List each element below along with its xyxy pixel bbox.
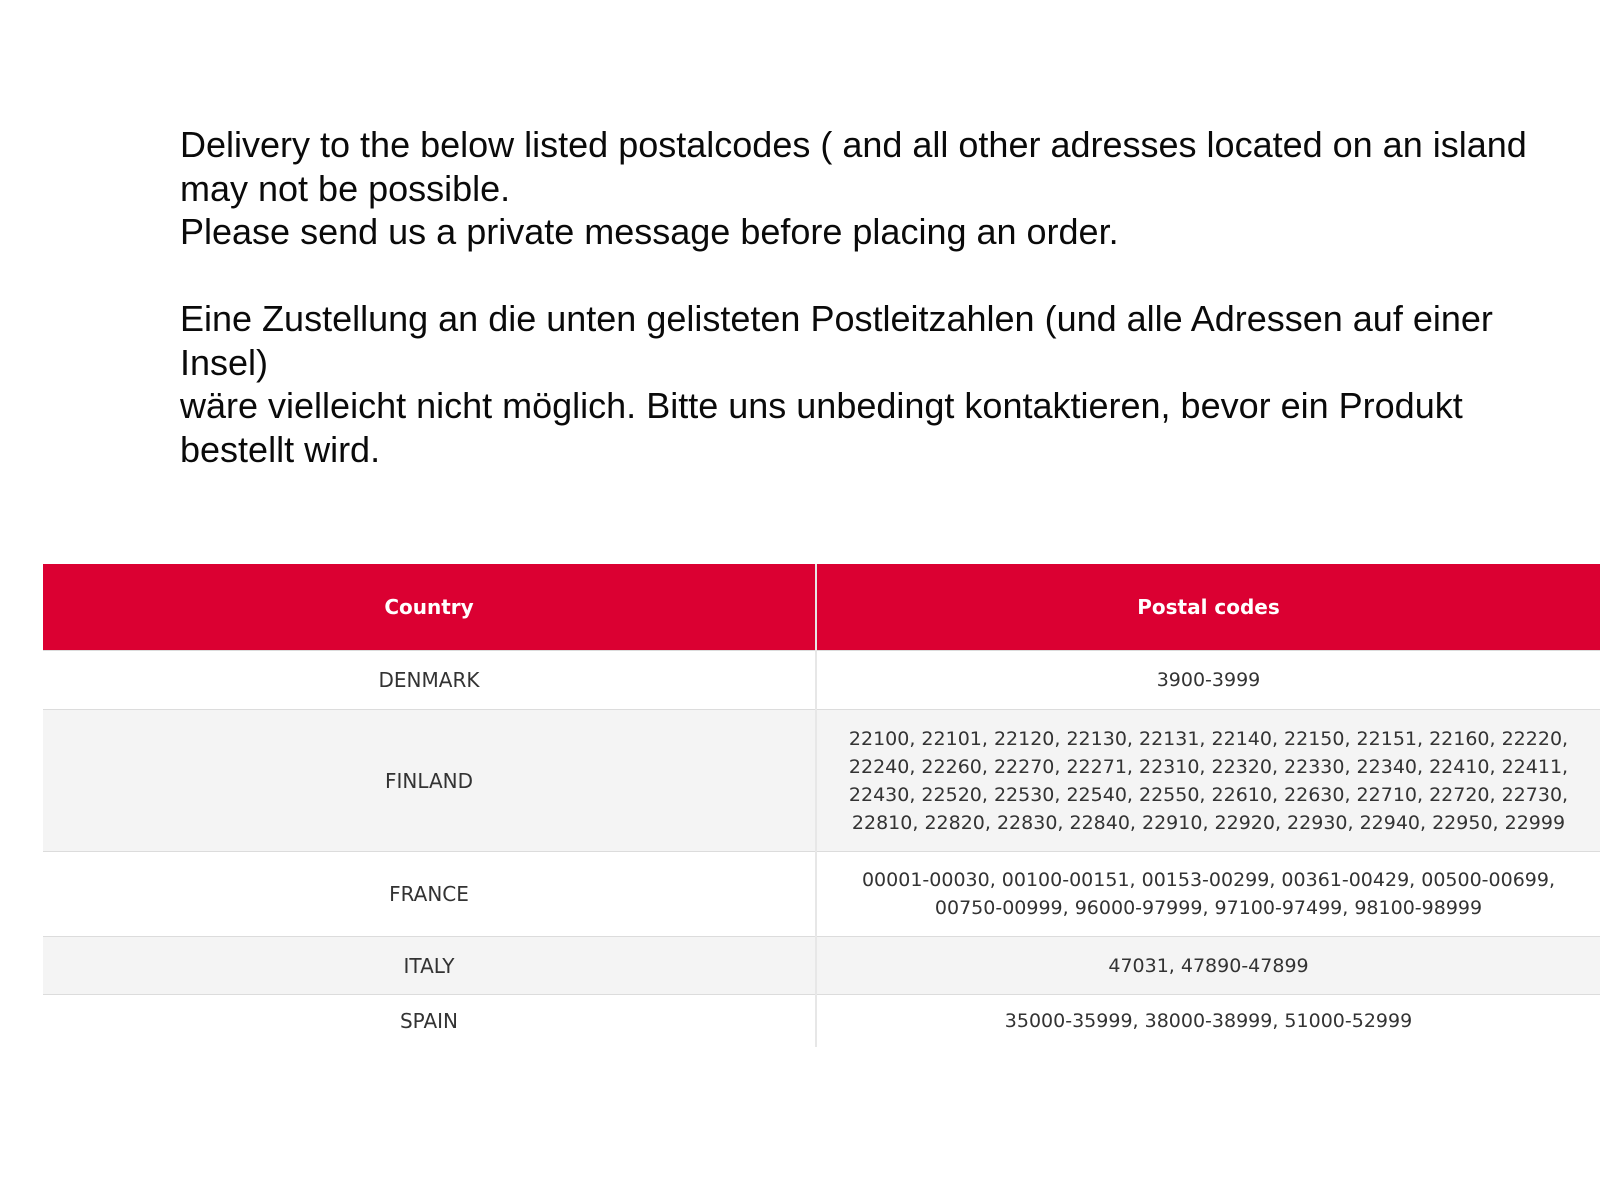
header-postal-codes: Postal codes	[816, 564, 1600, 651]
notice-english-line-1: Delivery to the below listed postalcodes ( and all other adresses located on an island may not be possible.	[180, 124, 1527, 209]
postal-codes-cell: 47031, 47890-47899	[816, 937, 1600, 995]
table-row	[43, 995, 1600, 1048]
table-row	[43, 852, 1600, 937]
table-header-row	[43, 564, 1600, 651]
table-row	[43, 651, 1600, 710]
table-row	[43, 710, 1600, 852]
table-row	[43, 937, 1600, 995]
postal-codes-cell: 35000-35999, 38000-38999, 51000-52999	[816, 995, 1600, 1048]
notice-german-line-2: wäre vielleicht nicht möglich. Bitte uns unbedingt kontaktieren, bevor ein Produkt bestellt wird.	[180, 385, 1463, 470]
country-cell: FRANCE	[43, 852, 816, 937]
notice-spacer	[180, 254, 1580, 298]
country-cell: SPAIN	[43, 995, 816, 1048]
postal-codes-cell: 3900-3999	[816, 651, 1600, 710]
delivery-notice	[180, 123, 1580, 471]
postal-codes-cell: 00001-00030, 00100-00151, 00153-00299, 00361-00429, 00500-00699, 00750-00999, 96000-97999, 97100-97499, 98100-98999	[816, 852, 1600, 937]
postal-codes-cell: 22100, 22101, 22120, 22130, 22131, 22140, 22150, 22151, 22160, 22220, 22240, 22260, 22270, 22271, 22310, 22320, 22330, 22340, 22410, 22411, 22430, 22520, 22530, 22540, 22550, 22610, 22630, 22710, 22720, 22730, 22810, 22820, 22830, 22840, 22910, 22920, 22930, 22940, 22950, 22999	[816, 710, 1600, 852]
country-cell: ITALY	[43, 937, 816, 995]
country-cell: FINLAND	[43, 710, 816, 852]
notice-english-line-2: Please send us a private message before placing an order.	[180, 211, 1119, 252]
postal-codes-table	[43, 564, 1600, 1047]
notice-german-line-1: Eine Zustellung an die unten gelisteten Postleitzahlen (und alle Adressen auf einer Insel)	[180, 298, 1493, 383]
country-cell: DENMARK	[43, 651, 816, 710]
header-country: Country	[43, 564, 816, 651]
